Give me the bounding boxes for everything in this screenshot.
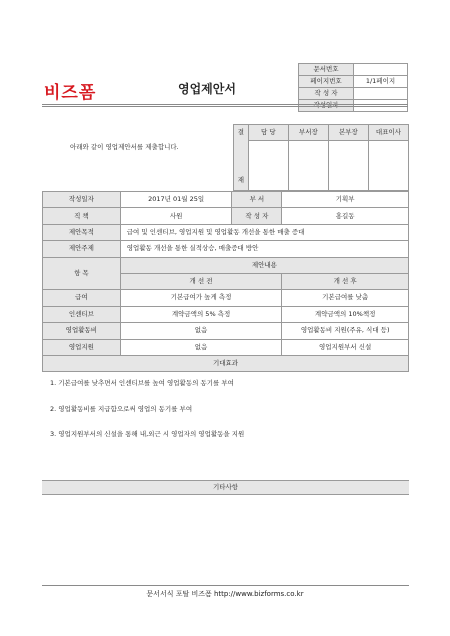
meta-page-number-label: 페이지번호 — [299, 76, 354, 88]
meta-author-value — [354, 88, 408, 100]
intro-text: 아래와 같이 영업제안서를 제출합니다. — [70, 143, 179, 151]
footer-divider — [42, 585, 409, 586]
effect-item: 2. 영업활동비를 지급함으로써 영업의 동기를 부여 — [50, 405, 193, 413]
meta-doc-number-label: 문서번호 — [299, 64, 354, 76]
meta-page-number-value: 1/1페이지 — [354, 76, 408, 88]
purpose-value: 급여 및 인센티브, 영업지원 및 영업활동 개선을 통한 매출 증대 — [120, 224, 408, 240]
approval-sign-dept-head[interactable] — [288, 140, 328, 191]
approval-sign-ceo[interactable] — [368, 140, 408, 191]
approval-table — [233, 124, 409, 191]
row-after-activity-cost: 영업활동비 지원(주유, 식대 등) — [282, 323, 409, 339]
date-label: 작성일자 — [43, 192, 121, 208]
row-after-incentive: 계약금액의 10%책정 — [282, 306, 409, 322]
subject-label: 제안주제 — [43, 241, 121, 257]
approval-col-ceo: 대표이사 — [368, 125, 408, 141]
approval-side-top: 결 — [234, 125, 249, 141]
after-label: 개 선 후 — [282, 273, 409, 289]
meta-author-label: 작 성 자 — [299, 88, 354, 100]
row-before-incentive: 계약금액의 5% 측정 — [120, 306, 282, 322]
other-notes-label: 기타사항 — [42, 480, 409, 495]
row-before-activity-cost: 없음 — [120, 323, 282, 339]
row-item-support: 영업지원 — [43, 339, 121, 355]
header-divider-double — [42, 106, 408, 107]
author-value: 홍길동 — [282, 208, 409, 224]
approval-side-bottom: 재 — [234, 140, 249, 191]
header-divider — [42, 104, 408, 105]
effect-item: 1. 기본급여를 낮추면서 인센티브를 높여 영업활동의 동기를 부여 — [50, 379, 234, 387]
dept-value: 기획부 — [282, 192, 409, 208]
row-after-support: 영업지원부서 신설 — [282, 339, 409, 355]
row-before-support: 없음 — [120, 339, 282, 355]
dept-label: 부 서 — [232, 192, 282, 208]
subject-value: 영업활동 개선을 통한 실적상승, 매출증대 방안 — [120, 241, 408, 257]
approval-sign-division-head[interactable] — [328, 140, 368, 191]
brand-logo: 비즈폼 — [44, 83, 97, 103]
purpose-label: 제안목적 — [43, 224, 121, 240]
author-label: 작 성 자 — [232, 208, 282, 224]
effect-item: 3. 영업지원부서의 신설을 통해 내,외근 시 영업자의 영업활동을 지원 — [50, 430, 245, 438]
row-item-salary: 급여 — [43, 290, 121, 306]
content-label: 제안내용 — [120, 257, 408, 273]
before-label: 개 선 전 — [120, 273, 282, 289]
approval-col-division-head: 본부장 — [328, 125, 368, 141]
footer-text: 문서서식 포탈 비즈폼 http://www.bizforms.co.kr — [146, 590, 304, 598]
row-after-salary: 기본급여를 낮춤 — [282, 290, 409, 306]
date-value: 2017년 01월 25일 — [120, 192, 232, 208]
meta-doc-number-value — [354, 64, 408, 76]
proposal-table — [42, 191, 409, 372]
approval-sign-staff[interactable] — [248, 140, 288, 191]
document-title: 영업제안서 — [178, 82, 236, 96]
row-item-activity-cost: 영업활동비 — [43, 323, 121, 339]
position-value: 사원 — [120, 208, 232, 224]
effects-label: 기대효과 — [43, 355, 409, 371]
row-before-salary: 기본급여가 높게 측정 — [120, 290, 282, 306]
row-item-incentive: 인센티브 — [43, 306, 121, 322]
item-label: 항 목 — [43, 257, 121, 290]
approval-col-staff: 담 당 — [248, 125, 288, 141]
approval-col-dept-head: 부서장 — [288, 125, 328, 141]
position-label: 직 책 — [43, 208, 121, 224]
